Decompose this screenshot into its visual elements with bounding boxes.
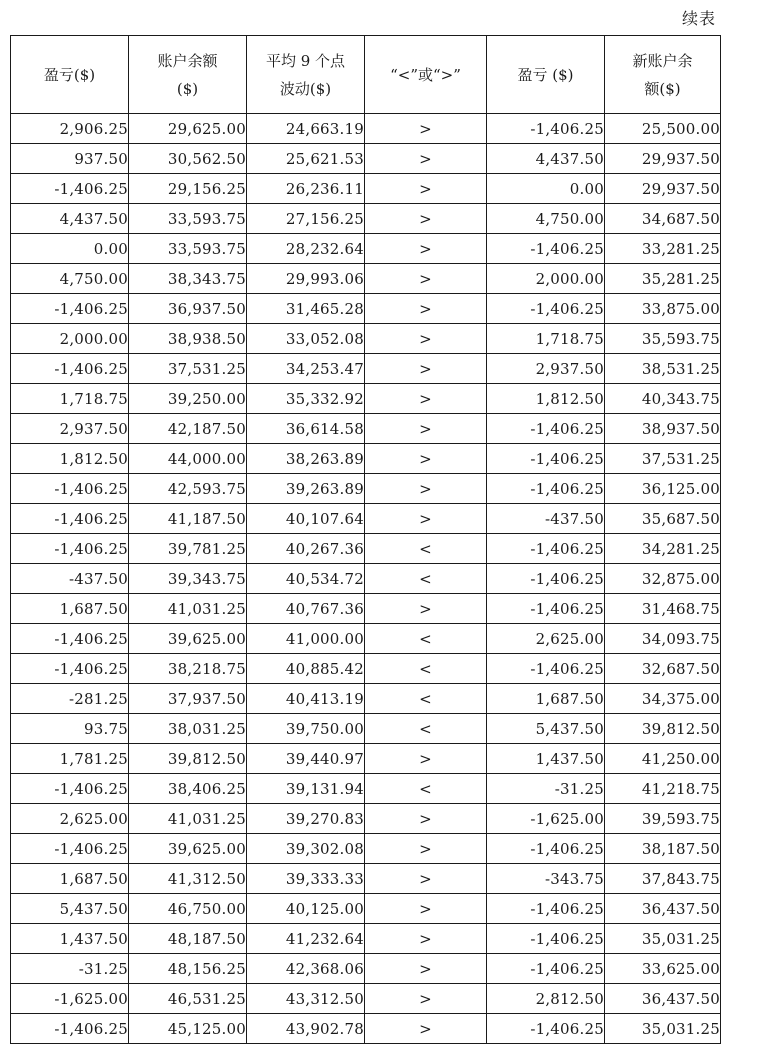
cell-profit-loss: -437.50 bbox=[11, 564, 129, 594]
cell-profit-loss-2: 1,718.75 bbox=[487, 324, 605, 354]
cell-account-balance: 39,343.75 bbox=[129, 564, 247, 594]
cell-moving-average: 43,312.50 bbox=[247, 984, 365, 1014]
cell-moving-average: 27,156.25 bbox=[247, 204, 365, 234]
cell-comparison: > bbox=[365, 504, 487, 534]
cell-account-balance: 39,625.00 bbox=[129, 834, 247, 864]
cell-profit-loss: -1,406.25 bbox=[11, 624, 129, 654]
cell-comparison: > bbox=[365, 834, 487, 864]
cell-comparison: > bbox=[365, 864, 487, 894]
table-row bbox=[11, 444, 721, 474]
cell-new-balance: 34,093.75 bbox=[605, 624, 721, 654]
cell-moving-average: 26,236.11 bbox=[247, 174, 365, 204]
cell-profit-loss: -1,406.25 bbox=[11, 834, 129, 864]
cell-new-balance: 32,875.00 bbox=[605, 564, 721, 594]
cell-new-balance: 38,937.50 bbox=[605, 414, 721, 444]
cell-profit-loss-2: -1,406.25 bbox=[487, 474, 605, 504]
cell-comparison: > bbox=[365, 894, 487, 924]
cell-new-balance: 29,937.50 bbox=[605, 174, 721, 204]
table-row bbox=[11, 414, 721, 444]
cell-account-balance: 30,562.50 bbox=[129, 144, 247, 174]
cell-account-balance: 38,218.75 bbox=[129, 654, 247, 684]
cell-comparison: > bbox=[365, 294, 487, 324]
cell-moving-average: 40,534.72 bbox=[247, 564, 365, 594]
cell-account-balance: 33,593.75 bbox=[129, 234, 247, 264]
cell-account-balance: 46,750.00 bbox=[129, 894, 247, 924]
cell-comparison: > bbox=[365, 324, 487, 354]
cell-account-balance: 41,312.50 bbox=[129, 864, 247, 894]
cell-profit-loss-2: 1,687.50 bbox=[487, 684, 605, 714]
table-row bbox=[11, 264, 721, 294]
cell-profit-loss-2: 2,812.50 bbox=[487, 984, 605, 1014]
header-moving-average bbox=[247, 36, 365, 114]
cell-new-balance: 36,437.50 bbox=[605, 894, 721, 924]
cell-comparison: > bbox=[365, 954, 487, 984]
cell-comparison: < bbox=[365, 564, 487, 594]
cell-account-balance: 38,938.50 bbox=[129, 324, 247, 354]
cell-profit-loss: -1,406.25 bbox=[11, 504, 129, 534]
cell-profit-loss: -1,406.25 bbox=[11, 294, 129, 324]
table-row bbox=[11, 804, 721, 834]
cell-profit-loss-2: 2,625.00 bbox=[487, 624, 605, 654]
header-profit-loss-2: 盈亏 ($) bbox=[487, 36, 605, 114]
header-new-balance bbox=[605, 36, 721, 114]
cell-account-balance: 36,937.50 bbox=[129, 294, 247, 324]
table-row bbox=[11, 924, 721, 954]
header-new-balance-line1: 新账户余 bbox=[632, 51, 693, 70]
cell-moving-average: 40,885.42 bbox=[247, 654, 365, 684]
cell-account-balance: 45,125.00 bbox=[129, 1014, 247, 1044]
table-row bbox=[11, 324, 721, 354]
cell-moving-average: 38,263.89 bbox=[247, 444, 365, 474]
cell-new-balance: 34,687.50 bbox=[605, 204, 721, 234]
cell-new-balance: 33,625.00 bbox=[605, 954, 721, 984]
cell-moving-average: 42,368.06 bbox=[247, 954, 365, 984]
cell-profit-loss: 2,937.50 bbox=[11, 414, 129, 444]
cell-new-balance: 37,531.25 bbox=[605, 444, 721, 474]
cell-moving-average: 31,465.28 bbox=[247, 294, 365, 324]
cell-moving-average: 40,267.36 bbox=[247, 534, 365, 564]
cell-comparison: < bbox=[365, 684, 487, 714]
cell-moving-average: 35,332.92 bbox=[247, 384, 365, 414]
cell-new-balance: 39,812.50 bbox=[605, 714, 721, 744]
cell-account-balance: 33,593.75 bbox=[129, 204, 247, 234]
cell-comparison: < bbox=[365, 654, 487, 684]
cell-profit-loss-2: -1,406.25 bbox=[487, 924, 605, 954]
table-row bbox=[11, 174, 721, 204]
header-new-balance-line2: 额($) bbox=[644, 79, 681, 98]
table-row bbox=[11, 384, 721, 414]
cell-profit-loss: 4,750.00 bbox=[11, 264, 129, 294]
cell-new-balance: 25,500.00 bbox=[605, 114, 721, 144]
cell-profit-loss: -281.25 bbox=[11, 684, 129, 714]
cell-moving-average: 43,902.78 bbox=[247, 1014, 365, 1044]
table-row bbox=[11, 294, 721, 324]
cell-comparison: > bbox=[365, 474, 487, 504]
table-row bbox=[11, 654, 721, 684]
cell-profit-loss-2: 5,437.50 bbox=[487, 714, 605, 744]
cell-comparison: > bbox=[365, 114, 487, 144]
cell-profit-loss: 1,812.50 bbox=[11, 444, 129, 474]
cell-new-balance: 41,218.75 bbox=[605, 774, 721, 804]
cell-comparison: > bbox=[365, 804, 487, 834]
cell-account-balance: 48,156.25 bbox=[129, 954, 247, 984]
cell-profit-loss-2: 1,812.50 bbox=[487, 384, 605, 414]
cell-comparison: > bbox=[365, 1014, 487, 1044]
cell-profit-loss-2: 2,000.00 bbox=[487, 264, 605, 294]
cell-comparison: < bbox=[365, 624, 487, 654]
cell-profit-loss: 93.75 bbox=[11, 714, 129, 744]
cell-moving-average: 34,253.47 bbox=[247, 354, 365, 384]
cell-profit-loss-2: -1,406.25 bbox=[487, 444, 605, 474]
cell-profit-loss-2: -1,406.25 bbox=[487, 564, 605, 594]
cell-moving-average: 39,270.83 bbox=[247, 804, 365, 834]
cell-profit-loss: 2,625.00 bbox=[11, 804, 129, 834]
cell-profit-loss: -1,406.25 bbox=[11, 1014, 129, 1044]
cell-account-balance: 44,000.00 bbox=[129, 444, 247, 474]
cell-account-balance: 37,531.25 bbox=[129, 354, 247, 384]
cell-new-balance: 35,031.25 bbox=[605, 924, 721, 954]
cell-moving-average: 39,131.94 bbox=[247, 774, 365, 804]
cell-new-balance: 34,375.00 bbox=[605, 684, 721, 714]
table-header bbox=[11, 36, 721, 114]
header-comparison: “<”或“>” bbox=[365, 36, 487, 114]
cell-moving-average: 29,993.06 bbox=[247, 264, 365, 294]
table-row bbox=[11, 894, 721, 924]
cell-profit-loss: 2,906.25 bbox=[11, 114, 129, 144]
cell-account-balance: 42,593.75 bbox=[129, 474, 247, 504]
table-row bbox=[11, 714, 721, 744]
cell-new-balance: 38,531.25 bbox=[605, 354, 721, 384]
table-row bbox=[11, 144, 721, 174]
cell-profit-loss-2: -1,406.25 bbox=[487, 1014, 605, 1044]
cell-comparison: > bbox=[365, 234, 487, 264]
table-caption: 续表 bbox=[681, 9, 716, 28]
cell-comparison: > bbox=[365, 594, 487, 624]
cell-new-balance: 37,843.75 bbox=[605, 864, 721, 894]
cell-moving-average: 39,750.00 bbox=[247, 714, 365, 744]
table-row bbox=[11, 864, 721, 894]
table-row bbox=[11, 984, 721, 1014]
cell-moving-average: 39,263.89 bbox=[247, 474, 365, 504]
cell-profit-loss-2: -1,406.25 bbox=[487, 114, 605, 144]
cell-profit-loss: -1,625.00 bbox=[11, 984, 129, 1014]
header-account-balance bbox=[129, 36, 247, 114]
table-row bbox=[11, 624, 721, 654]
cell-profit-loss-2: 4,750.00 bbox=[487, 204, 605, 234]
cell-profit-loss-2: 4,437.50 bbox=[487, 144, 605, 174]
table-row bbox=[11, 1014, 721, 1044]
header-row bbox=[11, 36, 721, 114]
cell-account-balance: 37,937.50 bbox=[129, 684, 247, 714]
cell-profit-loss-2: -1,406.25 bbox=[487, 894, 605, 924]
cell-new-balance: 35,281.25 bbox=[605, 264, 721, 294]
cell-account-balance: 29,156.25 bbox=[129, 174, 247, 204]
cell-profit-loss: 937.50 bbox=[11, 144, 129, 174]
cell-profit-loss-2: -1,406.25 bbox=[487, 834, 605, 864]
cell-profit-loss-2: -1,406.25 bbox=[487, 594, 605, 624]
table-row bbox=[11, 504, 721, 534]
cell-account-balance: 39,781.25 bbox=[129, 534, 247, 564]
cell-profit-loss: 1,687.50 bbox=[11, 594, 129, 624]
cell-new-balance: 41,250.00 bbox=[605, 744, 721, 774]
cell-comparison: > bbox=[365, 264, 487, 294]
cell-profit-loss-2: -1,406.25 bbox=[487, 954, 605, 984]
cell-comparison: > bbox=[365, 444, 487, 474]
cell-comparison: > bbox=[365, 204, 487, 234]
cell-moving-average: 39,440.97 bbox=[247, 744, 365, 774]
table-row bbox=[11, 234, 721, 264]
header-account-balance-line2: ($) bbox=[176, 79, 199, 98]
cell-profit-loss: -31.25 bbox=[11, 954, 129, 984]
cell-new-balance: 40,343.75 bbox=[605, 384, 721, 414]
cell-new-balance: 35,031.25 bbox=[605, 1014, 721, 1044]
cell-account-balance: 39,812.50 bbox=[129, 744, 247, 774]
cell-comparison: > bbox=[365, 144, 487, 174]
cell-account-balance: 39,250.00 bbox=[129, 384, 247, 414]
cell-account-balance: 41,187.50 bbox=[129, 504, 247, 534]
cell-profit-loss-2: -1,406.25 bbox=[487, 234, 605, 264]
header-account-balance-line1: 账户余额 bbox=[157, 51, 218, 70]
cell-comparison: > bbox=[365, 984, 487, 1014]
table-row bbox=[11, 474, 721, 504]
cell-account-balance: 39,625.00 bbox=[129, 624, 247, 654]
cell-new-balance: 33,281.25 bbox=[605, 234, 721, 264]
cell-new-balance: 38,187.50 bbox=[605, 834, 721, 864]
cell-moving-average: 41,000.00 bbox=[247, 624, 365, 654]
cell-moving-average: 33,052.08 bbox=[247, 324, 365, 354]
header-profit-loss: 盈亏($) bbox=[11, 36, 129, 114]
cell-profit-loss-2: 2,937.50 bbox=[487, 354, 605, 384]
cell-comparison: < bbox=[365, 774, 487, 804]
cell-profit-loss: 1,687.50 bbox=[11, 864, 129, 894]
cell-profit-loss: 5,437.50 bbox=[11, 894, 129, 924]
cell-profit-loss: -1,406.25 bbox=[11, 534, 129, 564]
cell-comparison: > bbox=[365, 414, 487, 444]
cell-new-balance: 29,937.50 bbox=[605, 144, 721, 174]
header-moving-average-line2: 波动($) bbox=[279, 79, 332, 98]
cell-profit-loss: -1,406.25 bbox=[11, 654, 129, 684]
cell-profit-loss-2: -1,406.25 bbox=[487, 414, 605, 444]
header-moving-average-line1: 平均 9 个点 bbox=[265, 51, 346, 70]
cell-moving-average: 24,663.19 bbox=[247, 114, 365, 144]
cell-new-balance: 33,875.00 bbox=[605, 294, 721, 324]
cell-new-balance: 39,593.75 bbox=[605, 804, 721, 834]
cell-moving-average: 40,107.64 bbox=[247, 504, 365, 534]
cell-profit-loss: 4,437.50 bbox=[11, 204, 129, 234]
cell-profit-loss-2: -1,406.25 bbox=[487, 534, 605, 564]
cell-new-balance: 31,468.75 bbox=[605, 594, 721, 624]
cell-new-balance: 32,687.50 bbox=[605, 654, 721, 684]
cell-profit-loss: 1,781.25 bbox=[11, 744, 129, 774]
cell-new-balance: 35,687.50 bbox=[605, 504, 721, 534]
cell-comparison: > bbox=[365, 744, 487, 774]
cell-profit-loss: -1,406.25 bbox=[11, 774, 129, 804]
cell-profit-loss: -1,406.25 bbox=[11, 174, 129, 204]
cell-new-balance: 35,593.75 bbox=[605, 324, 721, 354]
cell-moving-average: 41,232.64 bbox=[247, 924, 365, 954]
cell-profit-loss-2: -1,406.25 bbox=[487, 654, 605, 684]
table-row bbox=[11, 114, 721, 144]
cell-profit-loss-2: -437.50 bbox=[487, 504, 605, 534]
table-row bbox=[11, 534, 721, 564]
cell-new-balance: 36,437.50 bbox=[605, 984, 721, 1014]
cell-comparison: > bbox=[365, 924, 487, 954]
cell-moving-average: 40,767.36 bbox=[247, 594, 365, 624]
cell-profit-loss: 1,437.50 bbox=[11, 924, 129, 954]
cell-comparison: < bbox=[365, 714, 487, 744]
cell-account-balance: 41,031.25 bbox=[129, 804, 247, 834]
cell-account-balance: 38,343.75 bbox=[129, 264, 247, 294]
cell-account-balance: 46,531.25 bbox=[129, 984, 247, 1014]
cell-moving-average: 25,621.53 bbox=[247, 144, 365, 174]
cell-profit-loss: 1,718.75 bbox=[11, 384, 129, 414]
table-row bbox=[11, 204, 721, 234]
cell-account-balance: 42,187.50 bbox=[129, 414, 247, 444]
cell-account-balance: 29,625.00 bbox=[129, 114, 247, 144]
data-table bbox=[10, 35, 721, 1044]
cell-profit-loss-2: -343.75 bbox=[487, 864, 605, 894]
cell-moving-average: 39,333.33 bbox=[247, 864, 365, 894]
cell-comparison: < bbox=[365, 534, 487, 564]
cell-moving-average: 28,232.64 bbox=[247, 234, 365, 264]
table-row bbox=[11, 954, 721, 984]
table-row bbox=[11, 354, 721, 384]
table-row bbox=[11, 564, 721, 594]
cell-moving-average: 36,614.58 bbox=[247, 414, 365, 444]
cell-account-balance: 38,406.25 bbox=[129, 774, 247, 804]
cell-profit-loss: -1,406.25 bbox=[11, 474, 129, 504]
cell-new-balance: 36,125.00 bbox=[605, 474, 721, 504]
cell-profit-loss-2: -31.25 bbox=[487, 774, 605, 804]
cell-account-balance: 48,187.50 bbox=[129, 924, 247, 954]
cell-profit-loss: 0.00 bbox=[11, 234, 129, 264]
cell-profit-loss-2: 1,437.50 bbox=[487, 744, 605, 774]
cell-profit-loss-2: 0.00 bbox=[487, 174, 605, 204]
cell-comparison: > bbox=[365, 384, 487, 414]
cell-profit-loss: -1,406.25 bbox=[11, 354, 129, 384]
cell-comparison: > bbox=[365, 354, 487, 384]
cell-moving-average: 40,125.00 bbox=[247, 894, 365, 924]
cell-profit-loss-2: -1,625.00 bbox=[487, 804, 605, 834]
cell-comparison: > bbox=[365, 174, 487, 204]
cell-moving-average: 40,413.19 bbox=[247, 684, 365, 714]
cell-profit-loss: 2,000.00 bbox=[11, 324, 129, 354]
cell-account-balance: 41,031.25 bbox=[129, 594, 247, 624]
table-row bbox=[11, 774, 721, 804]
cell-profit-loss-2: -1,406.25 bbox=[487, 294, 605, 324]
table-row bbox=[11, 684, 721, 714]
table-row bbox=[11, 834, 721, 864]
table-row bbox=[11, 594, 721, 624]
table-row bbox=[11, 744, 721, 774]
table-body bbox=[11, 114, 721, 1044]
cell-new-balance: 34,281.25 bbox=[605, 534, 721, 564]
cell-moving-average: 39,302.08 bbox=[247, 834, 365, 864]
cell-account-balance: 38,031.25 bbox=[129, 714, 247, 744]
